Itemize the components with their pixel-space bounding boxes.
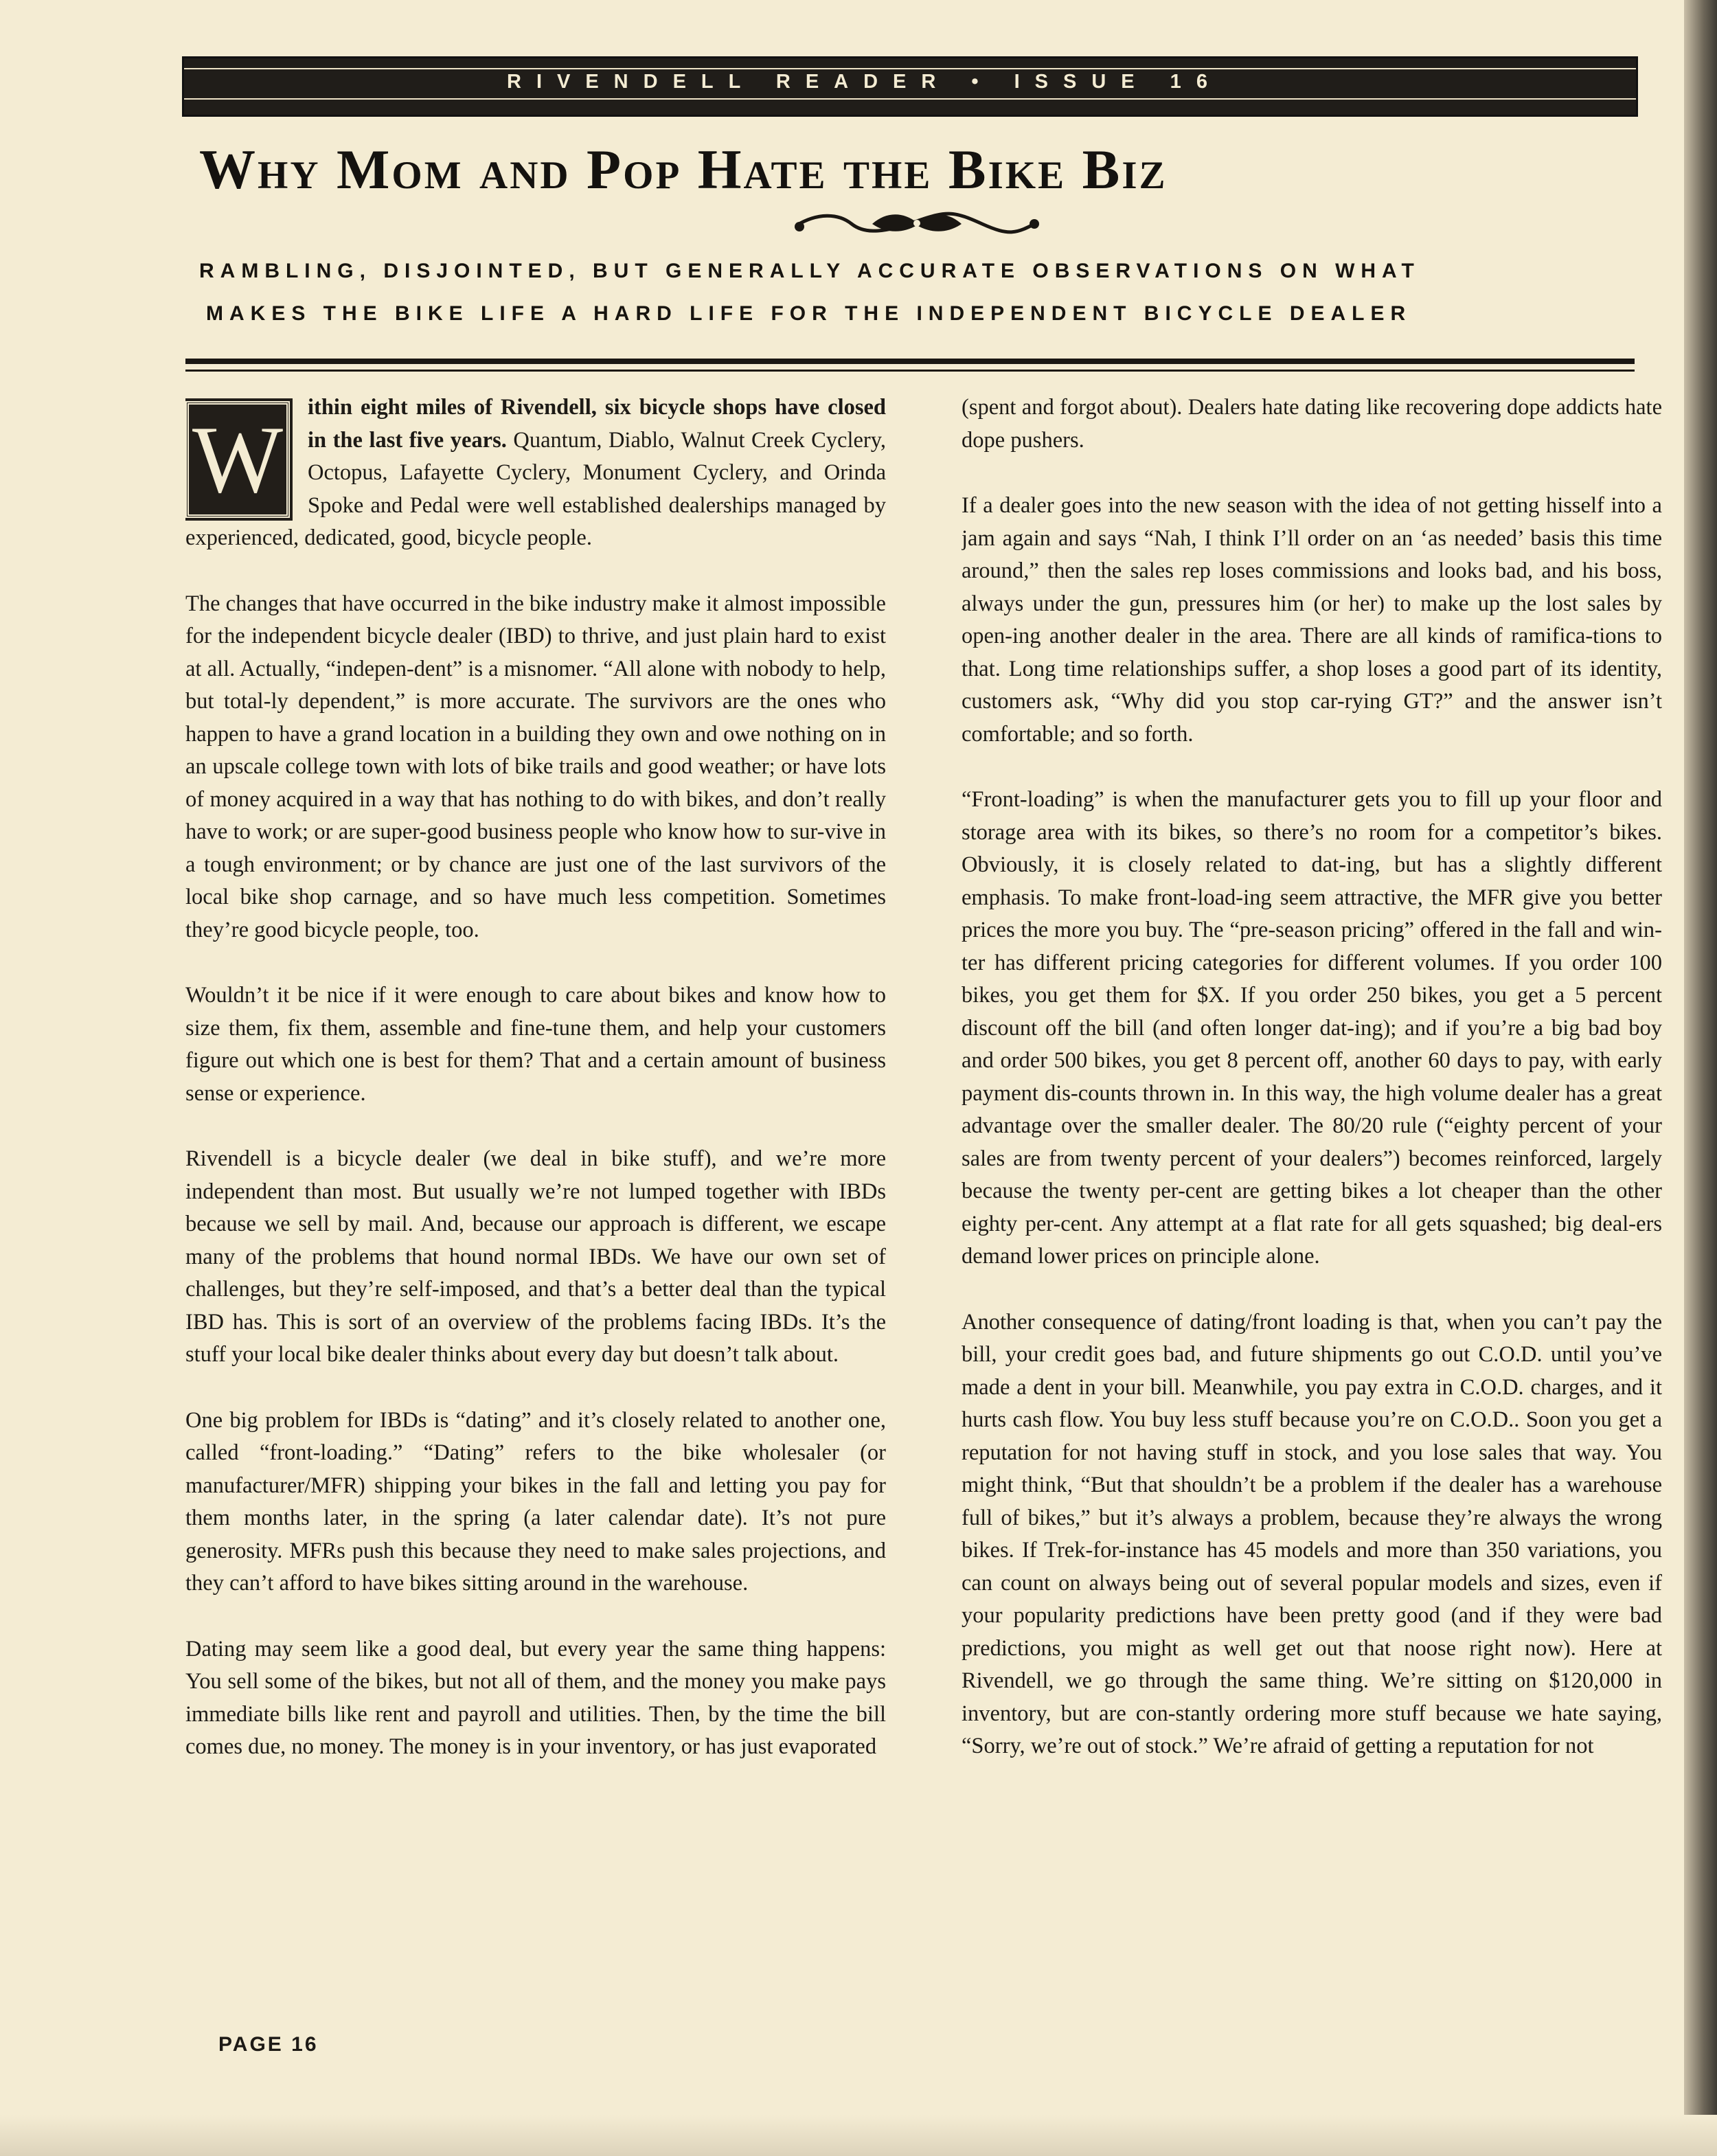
divider-rule-thick bbox=[185, 359, 1635, 364]
page-number: PAGE 16 bbox=[218, 2033, 319, 2056]
lead-paragraph bbox=[185, 392, 886, 555]
paragraph: (spent and forgot about). Dealers hate dating like recovering dope addicts hate dope pushers. bbox=[962, 395, 1662, 453]
drop-cap-letter: W bbox=[192, 407, 284, 513]
article-subhead-line-1: RAMBLING, DISJOINTED, BUT GENERALLY ACCURATE OBSERVATIONS ON WHAT bbox=[199, 260, 1420, 282]
masthead-bar bbox=[182, 56, 1638, 117]
article-column-left bbox=[185, 392, 886, 1992]
article-column-right bbox=[962, 392, 1662, 1992]
ornament-divider bbox=[790, 206, 1044, 240]
paragraph: Rivendell is a bicycle dealer (we deal in bike stuff), and we’re more independent than most. But usually we’re not lumped together with IBDs because we sell by mail. And, because our approach is different, we escape many of the problems that hound normal IBDs. We have our own set of challenges, but they’re self-imposed, and that’s a better deal than the typical IBD has. This is sort of an overview of the problems facing IBDs. It’s the stuff your local bike dealer thinks about every day but doesn’t talk about. bbox=[185, 1146, 886, 1367]
article-headline: Why Mom and Pop Hate the Bike Biz bbox=[199, 138, 1168, 201]
masthead-title: RIVENDELL READER • ISSUE 16 bbox=[507, 71, 1223, 93]
page-bottom-edge bbox=[0, 2115, 1717, 2156]
article-subhead-line-2: MAKES THE BIKE LIFE A HARD LIFE FOR THE INDEPENDENT BICYCLE DEALER bbox=[206, 302, 1412, 325]
paragraph: Dating may seem like a good deal, but every year the same thing happens: You sell some of the bikes, but not all of them, and the money you make pays immediate bills like rent and payroll and utilities. Then, by the time the bill comes due, no money. The money is in your inventory, or has just evaporated bbox=[185, 1636, 886, 1759]
paragraph: “Front-loading” is when the manufacturer gets you to fill up your floor and storage area with its bikes, so there’s no room for a competitor’s bikes. Obviously, it is closely related to dat-ing, but has a slightly different emphasis. To make front-load-ing seem attractive, the MFR give you better prices the more you buy. The “pre-season pricing” offered in the fall and win-ter has different pricing categories for different volumes. If you order 100 bikes, you get them for $X. If you order 250 bikes, you get a 5 percent discount off the bill (and often longer dat-ing); and if you’re a big bad boy and order 500 bikes, you get 8 percent off, another 60 days to pay, with early payment dis-counts thrown in. In this way, the high volume dealer has a great advantage over the smaller dealer. The 80/20 rule (“eighty percent of your sales are from twenty percent of your dealers”) becomes reinforced, largely because the twenty per-cent are getting bikes a lot cheaper than the other eighty per-cent. Any attempt at a flat rate for all gets squashed; big deal-ers demand lower prices on principle alone. bbox=[962, 787, 1662, 1269]
page-binding-edge bbox=[1684, 0, 1717, 2156]
divider-rule-thin bbox=[185, 370, 1635, 372]
lead-rest-text: Quantum, Diablo, Walnut Creek Cyclery, Octopus, Lafayette Cyclery, Monument Cyclery, and Orinda Spoke and Pedal were well established dealerships managed by experienced, dedicated, good, bicycle people. bbox=[185, 427, 886, 550]
paragraph: Another consequence of dating/front loading is that, when you can’t pay the bill, your credit goes bad, and future shipments go out C.O.D. until you’ve made a dent in your bill. Meanwhile, you pay extra in C.O.D. charges, and it hurts cash flow. You buy less stuff because you’re on C.O.D.. Soon you get a reputation for not having stuff in stock, and you lose sales that way. You might think, “But that shouldn’t be a problem if the dealer has a warehouse full of bikes,” but it’s always a problem, because they’re always the wrong bikes. If Trek-for-instance has 45 models and more than 350 variations, you can count on always being out of several popular models and sizes, even if your popularity predictions have been pretty good (and if they were bad predictions, you might as well get out that noose right now). Here at Rivendell, we go through the same thing. We’re sitting on $120,000 in inventory, but are con-stantly ordering more stuff because we hate saying, “Sorry, we’re out of stock.” We’re afraid of getting a reputation for not bbox=[962, 1309, 1662, 1758]
lead-bold-text: ithin eight miles of Rivendell, six bicycle shops have closed in the last five years. bbox=[308, 395, 886, 453]
paragraph: If a dealer goes into the new season with the idea of not getting hisself into a jam again and says “Nah, I think I’ll order on an ‘as needed’ basis this time around,” then the sales rep loses commissions and looks bad, and his boss, always under the gun, pressures him (or her) to make up the lost sales by open-ing another dealer in the area. There are all kinds of ramifica-tions to that. Long time relationships suffer, a shop loses a good part of its identity, customers ask, “Why did you stop car-rying GT?” and the answer isn’t comfortable; and so forth. bbox=[962, 493, 1662, 747]
drop-cap-box bbox=[185, 401, 290, 518]
paragraph: Wouldn’t it be nice if it were enough to care about bikes and know how to size them, fix them, assemble and fine-tune them, and help your customers figure out which one is best for them? That and a certain amount of business sense or experience. bbox=[185, 983, 886, 1106]
paragraph: The changes that have occurred in the bike industry make it almost impossible for the independent bicycle dealer (IBD) to thrive, and just plain hard to exist at all. Actually, “indepen-dent” is a misnomer. “All alone with nobody to help, but total-ly dependent,” is more accurate. The survivors are the ones who happen to have a grand location in a building they own and owe nothing on in an upscale college town with lots of bike trails and good weather; or have lots of money acquired in a way that has nothing to do with bikes, and don’t really have to work; or are super-good business people who know how to sur-vive in a tough environment; or by chance are just one of the last survivors of the local bike shop carnage, and so have much less competition. Sometimes they’re good bicycle people, too. bbox=[185, 591, 886, 942]
paragraph: One big problem for IBDs is “dating” and it’s closely related to another one, called “front-loading.” “Dating” refers to the bike wholesaler (or manufacturer/MFR) shipping your bikes in the fall and letting you pay for them months later, in the spring (a later calendar date). It’s not pure generosity. MFRs push this because they need to make sales projections, and they can’t afford to have bikes sitting around in the warehouse. bbox=[185, 1407, 886, 1596]
